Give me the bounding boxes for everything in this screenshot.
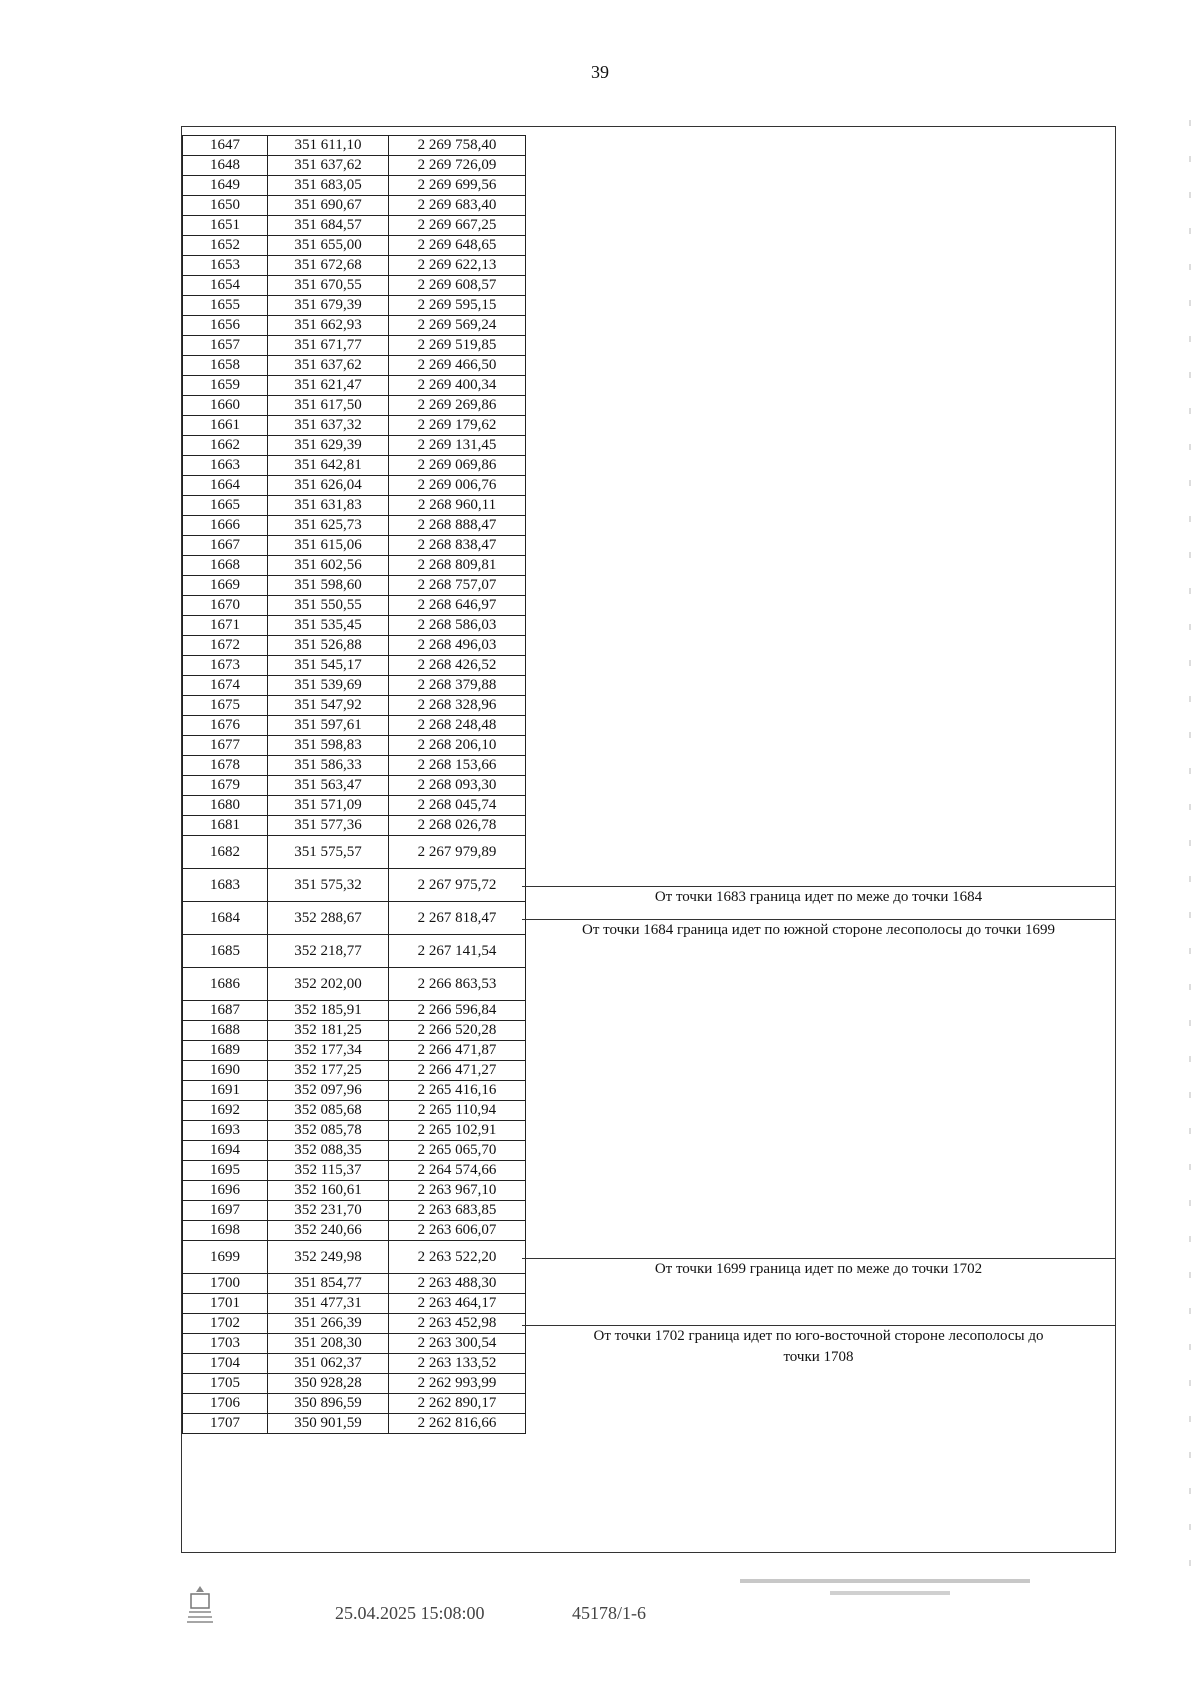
y-coordinate-cell: 2 269 006,76 — [389, 476, 526, 496]
table-row — [183, 736, 526, 756]
point-number-cell: 1669 — [183, 576, 268, 596]
y-coordinate-cell: 2 268 093,30 — [389, 776, 526, 796]
x-coordinate-cell: 351 526,88 — [268, 636, 389, 656]
x-coordinate-cell: 351 637,62 — [268, 156, 389, 176]
description-line: точки 1708 — [783, 1348, 854, 1365]
x-coordinate-cell: 352 249,98 — [268, 1241, 389, 1274]
boundary-description-1683 — [522, 886, 1115, 919]
y-coordinate-cell: 2 268 206,10 — [389, 736, 526, 756]
x-coordinate-cell: 351 679,39 — [268, 296, 389, 316]
y-coordinate-cell: 2 263 488,30 — [389, 1274, 526, 1294]
point-number-cell: 1701 — [183, 1294, 268, 1314]
x-coordinate-cell: 352 181,25 — [268, 1021, 389, 1041]
coordinates-table-body — [183, 136, 526, 1434]
y-coordinate-cell: 2 269 179,62 — [389, 416, 526, 436]
point-number-cell: 1704 — [183, 1354, 268, 1374]
point-number-cell: 1688 — [183, 1021, 268, 1041]
point-number-cell: 1689 — [183, 1041, 268, 1061]
notary-seal-icon — [183, 1582, 217, 1626]
table-row — [183, 156, 526, 176]
table-row — [183, 256, 526, 276]
boundary-coordinates-sheet — [181, 126, 1116, 1553]
table-row — [183, 496, 526, 516]
x-coordinate-cell: 351 672,68 — [268, 256, 389, 276]
x-coordinate-cell: 351 626,04 — [268, 476, 389, 496]
x-coordinate-cell: 352 088,35 — [268, 1141, 389, 1161]
point-number-cell: 1698 — [183, 1221, 268, 1241]
y-coordinate-cell: 2 265 065,70 — [389, 1141, 526, 1161]
x-coordinate-cell: 351 631,83 — [268, 496, 389, 516]
y-coordinate-cell: 2 268 153,66 — [389, 756, 526, 776]
y-coordinate-cell: 2 269 131,45 — [389, 436, 526, 456]
boundary-description-1699 — [522, 1258, 1115, 1325]
y-coordinate-cell: 2 262 816,66 — [389, 1414, 526, 1434]
point-number-cell: 1673 — [183, 656, 268, 676]
point-number-cell: 1665 — [183, 496, 268, 516]
point-number-cell: 1691 — [183, 1081, 268, 1101]
table-row — [183, 136, 526, 156]
table-row — [183, 1181, 526, 1201]
table-row — [183, 376, 526, 396]
table-row — [183, 696, 526, 716]
point-number-cell: 1661 — [183, 416, 268, 436]
x-coordinate-cell: 351 547,92 — [268, 696, 389, 716]
table-row — [183, 516, 526, 536]
description-line: От точки 1702 граница идет по юго-восточной стороне лесополосы до — [593, 1327, 1044, 1344]
table-row — [183, 1374, 526, 1394]
table-row — [183, 416, 526, 436]
table-row — [183, 1201, 526, 1221]
table-row — [183, 356, 526, 376]
table-row — [183, 1081, 526, 1101]
x-coordinate-cell: 351 586,33 — [268, 756, 389, 776]
footer-datetime: 25.04.2025 15:08:00 — [335, 1603, 485, 1623]
point-number-cell: 1677 — [183, 736, 268, 756]
point-number-cell: 1681 — [183, 816, 268, 836]
table-row — [183, 1021, 526, 1041]
point-number-cell: 1651 — [183, 216, 268, 236]
y-coordinate-cell: 2 267 979,89 — [389, 836, 526, 869]
point-number-cell: 1678 — [183, 756, 268, 776]
x-coordinate-cell: 351 535,45 — [268, 616, 389, 636]
point-number-cell: 1685 — [183, 935, 268, 968]
x-coordinate-cell: 352 288,67 — [268, 902, 389, 935]
point-number-cell: 1687 — [183, 1001, 268, 1021]
x-coordinate-cell: 350 896,59 — [268, 1394, 389, 1414]
coordinates-table — [182, 135, 526, 1434]
point-number-cell: 1682 — [183, 836, 268, 869]
point-number-cell: 1672 — [183, 636, 268, 656]
y-coordinate-cell: 2 265 110,94 — [389, 1101, 526, 1121]
table-row — [183, 1221, 526, 1241]
point-number-cell: 1695 — [183, 1161, 268, 1181]
point-number-cell: 1680 — [183, 796, 268, 816]
y-coordinate-cell: 2 269 758,40 — [389, 136, 526, 156]
y-coordinate-cell: 2 268 045,74 — [389, 796, 526, 816]
point-number-cell: 1693 — [183, 1121, 268, 1141]
table-row — [183, 456, 526, 476]
table-row — [183, 436, 526, 456]
boundary-description-1684 — [522, 919, 1115, 1258]
table-row — [183, 476, 526, 496]
y-coordinate-cell: 2 268 809,81 — [389, 556, 526, 576]
point-number-cell: 1647 — [183, 136, 268, 156]
table-row — [183, 1121, 526, 1141]
table-row — [183, 296, 526, 316]
y-coordinate-cell: 2 268 426,52 — [389, 656, 526, 676]
table-row — [183, 1041, 526, 1061]
x-coordinate-cell: 351 575,32 — [268, 869, 389, 902]
table-row — [183, 1001, 526, 1021]
table-row — [183, 1294, 526, 1314]
x-coordinate-cell: 351 854,77 — [268, 1274, 389, 1294]
table-row — [183, 756, 526, 776]
point-number-cell: 1686 — [183, 968, 268, 1001]
x-coordinate-cell: 351 670,55 — [268, 276, 389, 296]
y-coordinate-cell: 2 269 622,13 — [389, 256, 526, 276]
x-coordinate-cell: 352 115,37 — [268, 1161, 389, 1181]
table-row — [183, 796, 526, 816]
table-row — [183, 656, 526, 676]
y-coordinate-cell: 2 268 248,48 — [389, 716, 526, 736]
y-coordinate-cell: 2 269 648,65 — [389, 236, 526, 256]
point-number-cell: 1706 — [183, 1394, 268, 1414]
table-row — [183, 616, 526, 636]
table-row — [183, 1274, 526, 1294]
x-coordinate-cell: 352 185,91 — [268, 1001, 389, 1021]
point-number-cell: 1658 — [183, 356, 268, 376]
x-coordinate-cell: 351 629,39 — [268, 436, 389, 456]
table-row — [183, 836, 526, 869]
x-coordinate-cell: 352 240,66 — [268, 1221, 389, 1241]
x-coordinate-cell: 352 160,61 — [268, 1181, 389, 1201]
y-coordinate-cell: 2 264 574,66 — [389, 1161, 526, 1181]
y-coordinate-cell: 2 268 496,03 — [389, 636, 526, 656]
y-coordinate-cell: 2 269 726,09 — [389, 156, 526, 176]
point-number-cell: 1667 — [183, 536, 268, 556]
point-number-cell: 1684 — [183, 902, 268, 935]
description-line: От точки 1684 граница идет по южной стороне лесополосы до точки 1699 — [582, 922, 1055, 938]
x-coordinate-cell: 351 617,50 — [268, 396, 389, 416]
x-coordinate-cell: 351 642,81 — [268, 456, 389, 476]
table-row — [183, 1141, 526, 1161]
point-number-cell: 1649 — [183, 176, 268, 196]
y-coordinate-cell: 2 263 606,07 — [389, 1221, 526, 1241]
x-coordinate-cell: 351 615,06 — [268, 536, 389, 556]
x-coordinate-cell: 351 683,05 — [268, 176, 389, 196]
point-number-cell: 1648 — [183, 156, 268, 176]
y-coordinate-cell: 2 269 595,15 — [389, 296, 526, 316]
x-coordinate-cell: 352 177,25 — [268, 1061, 389, 1081]
y-coordinate-cell: 2 266 596,84 — [389, 1001, 526, 1021]
point-number-cell: 1676 — [183, 716, 268, 736]
table-row — [183, 716, 526, 736]
point-number-cell: 1699 — [183, 1241, 268, 1274]
point-number-cell: 1653 — [183, 256, 268, 276]
table-row — [183, 1334, 526, 1354]
point-number-cell: 1694 — [183, 1141, 268, 1161]
table-row — [183, 1241, 526, 1274]
description-line: От точки 1683 граница идет по меже до точки 1684 — [654, 889, 983, 905]
table-row — [183, 196, 526, 216]
table-row — [183, 316, 526, 336]
table-row — [183, 676, 526, 696]
point-number-cell: 1702 — [183, 1314, 268, 1334]
x-coordinate-cell: 351 563,47 — [268, 776, 389, 796]
point-number-cell: 1662 — [183, 436, 268, 456]
x-coordinate-cell: 351 477,31 — [268, 1294, 389, 1314]
x-coordinate-cell: 351 684,57 — [268, 216, 389, 236]
point-number-cell: 1652 — [183, 236, 268, 256]
y-coordinate-cell: 2 269 519,85 — [389, 336, 526, 356]
table-row — [183, 556, 526, 576]
y-coordinate-cell: 2 265 416,16 — [389, 1081, 526, 1101]
scan-edge-marks — [1188, 120, 1192, 1570]
point-number-cell: 1668 — [183, 556, 268, 576]
x-coordinate-cell: 350 901,59 — [268, 1414, 389, 1434]
description-line: От точки 1699 граница идет по меже до точки 1702 — [654, 1261, 983, 1277]
point-number-cell: 1683 — [183, 869, 268, 902]
x-coordinate-cell: 352 097,96 — [268, 1081, 389, 1101]
y-coordinate-cell: 2 263 967,10 — [389, 1181, 526, 1201]
table-row — [183, 1161, 526, 1181]
table-row — [183, 935, 526, 968]
x-coordinate-cell: 351 539,69 — [268, 676, 389, 696]
point-number-cell: 1703 — [183, 1334, 268, 1354]
y-coordinate-cell: 2 266 863,53 — [389, 968, 526, 1001]
x-coordinate-cell: 351 208,30 — [268, 1334, 389, 1354]
y-coordinate-cell: 2 268 026,78 — [389, 816, 526, 836]
x-coordinate-cell: 351 637,32 — [268, 416, 389, 436]
x-coordinate-cell: 351 597,61 — [268, 716, 389, 736]
y-coordinate-cell: 2 268 960,11 — [389, 496, 526, 516]
x-coordinate-cell: 352 231,70 — [268, 1201, 389, 1221]
x-coordinate-cell: 351 550,55 — [268, 596, 389, 616]
y-coordinate-cell: 2 269 569,24 — [389, 316, 526, 336]
y-coordinate-cell: 2 262 993,99 — [389, 1374, 526, 1394]
x-coordinate-cell: 351 637,62 — [268, 356, 389, 376]
y-coordinate-cell: 2 266 471,27 — [389, 1061, 526, 1081]
y-coordinate-cell: 2 267 141,54 — [389, 935, 526, 968]
table-row — [183, 176, 526, 196]
point-number-cell: 1666 — [183, 516, 268, 536]
y-coordinate-cell: 2 267 818,47 — [389, 902, 526, 935]
y-coordinate-cell: 2 266 520,28 — [389, 1021, 526, 1041]
y-coordinate-cell: 2 269 269,86 — [389, 396, 526, 416]
y-coordinate-cell: 2 269 069,86 — [389, 456, 526, 476]
table-row — [183, 1314, 526, 1334]
table-row — [183, 636, 526, 656]
x-coordinate-cell: 351 575,57 — [268, 836, 389, 869]
point-number-cell: 1674 — [183, 676, 268, 696]
table-row — [183, 869, 526, 902]
point-number-cell: 1664 — [183, 476, 268, 496]
table-row — [183, 396, 526, 416]
point-number-cell: 1692 — [183, 1101, 268, 1121]
point-number-cell: 1697 — [183, 1201, 268, 1221]
x-coordinate-cell: 351 598,60 — [268, 576, 389, 596]
x-coordinate-cell: 351 621,47 — [268, 376, 389, 396]
y-coordinate-cell: 2 268 379,88 — [389, 676, 526, 696]
x-coordinate-cell: 352 202,00 — [268, 968, 389, 1001]
point-number-cell: 1696 — [183, 1181, 268, 1201]
table-row — [183, 596, 526, 616]
table-row — [183, 968, 526, 1001]
point-number-cell: 1650 — [183, 196, 268, 216]
x-coordinate-cell: 351 655,00 — [268, 236, 389, 256]
x-coordinate-cell: 351 545,17 — [268, 656, 389, 676]
y-coordinate-cell: 2 268 838,47 — [389, 536, 526, 556]
point-number-cell: 1659 — [183, 376, 268, 396]
x-coordinate-cell: 352 218,77 — [268, 935, 389, 968]
table-row — [183, 816, 526, 836]
table-row — [183, 1101, 526, 1121]
y-coordinate-cell: 2 269 466,50 — [389, 356, 526, 376]
point-number-cell: 1679 — [183, 776, 268, 796]
table-row — [183, 216, 526, 236]
point-number-cell: 1690 — [183, 1061, 268, 1081]
x-coordinate-cell: 350 928,28 — [268, 1374, 389, 1394]
point-number-cell: 1671 — [183, 616, 268, 636]
x-coordinate-cell: 352 085,68 — [268, 1101, 389, 1121]
point-number-cell: 1707 — [183, 1414, 268, 1434]
x-coordinate-cell: 351 062,37 — [268, 1354, 389, 1374]
table-row — [183, 576, 526, 596]
table-row — [183, 276, 526, 296]
footer-document-id: 45178/1-6 — [572, 1603, 646, 1623]
point-number-cell: 1705 — [183, 1374, 268, 1394]
x-coordinate-cell: 351 671,77 — [268, 336, 389, 356]
y-coordinate-cell: 2 263 522,20 — [389, 1241, 526, 1274]
table-row — [183, 1414, 526, 1434]
faded-stamp-text-icon — [740, 1575, 1040, 1605]
table-row — [183, 336, 526, 356]
x-coordinate-cell: 351 266,39 — [268, 1314, 389, 1334]
y-coordinate-cell: 2 266 471,87 — [389, 1041, 526, 1061]
y-coordinate-cell: 2 265 102,91 — [389, 1121, 526, 1141]
y-coordinate-cell: 2 268 888,47 — [389, 516, 526, 536]
y-coordinate-cell: 2 263 133,52 — [389, 1354, 526, 1374]
x-coordinate-cell: 352 177,34 — [268, 1041, 389, 1061]
x-coordinate-cell: 351 611,10 — [268, 136, 389, 156]
table-row — [183, 1394, 526, 1414]
point-number-cell: 1657 — [183, 336, 268, 356]
y-coordinate-cell: 2 269 683,40 — [389, 196, 526, 216]
x-coordinate-cell: 351 598,83 — [268, 736, 389, 756]
y-coordinate-cell: 2 268 586,03 — [389, 616, 526, 636]
point-number-cell: 1663 — [183, 456, 268, 476]
y-coordinate-cell: 2 262 890,17 — [389, 1394, 526, 1414]
y-coordinate-cell: 2 267 975,72 — [389, 869, 526, 902]
y-coordinate-cell: 2 269 667,25 — [389, 216, 526, 236]
table-row — [183, 902, 526, 935]
page-number: 39 — [591, 62, 609, 82]
y-coordinate-cell: 2 268 328,96 — [389, 696, 526, 716]
y-coordinate-cell: 2 263 452,98 — [389, 1314, 526, 1334]
y-coordinate-cell: 2 269 699,56 — [389, 176, 526, 196]
y-coordinate-cell: 2 263 300,54 — [389, 1334, 526, 1354]
point-number-cell: 1654 — [183, 276, 268, 296]
table-row — [183, 236, 526, 256]
x-coordinate-cell: 351 662,93 — [268, 316, 389, 336]
y-coordinate-cell: 2 268 646,97 — [389, 596, 526, 616]
table-row — [183, 536, 526, 556]
x-coordinate-cell: 351 625,73 — [268, 516, 389, 536]
boundary-description-1702 — [522, 1325, 1115, 1553]
point-number-cell: 1660 — [183, 396, 268, 416]
point-number-cell: 1700 — [183, 1274, 268, 1294]
table-row — [183, 1354, 526, 1374]
y-coordinate-cell: 2 269 608,57 — [389, 276, 526, 296]
table-row — [183, 1061, 526, 1081]
x-coordinate-cell: 351 577,36 — [268, 816, 389, 836]
x-coordinate-cell: 351 571,09 — [268, 796, 389, 816]
y-coordinate-cell: 2 263 683,85 — [389, 1201, 526, 1221]
table-row — [183, 776, 526, 796]
point-number-cell: 1670 — [183, 596, 268, 616]
point-number-cell: 1655 — [183, 296, 268, 316]
x-coordinate-cell: 351 690,67 — [268, 196, 389, 216]
x-coordinate-cell: 352 085,78 — [268, 1121, 389, 1141]
y-coordinate-cell: 2 263 464,17 — [389, 1294, 526, 1314]
y-coordinate-cell: 2 269 400,34 — [389, 376, 526, 396]
x-coordinate-cell: 351 602,56 — [268, 556, 389, 576]
point-number-cell: 1656 — [183, 316, 268, 336]
y-coordinate-cell: 2 268 757,07 — [389, 576, 526, 596]
point-number-cell: 1675 — [183, 696, 268, 716]
